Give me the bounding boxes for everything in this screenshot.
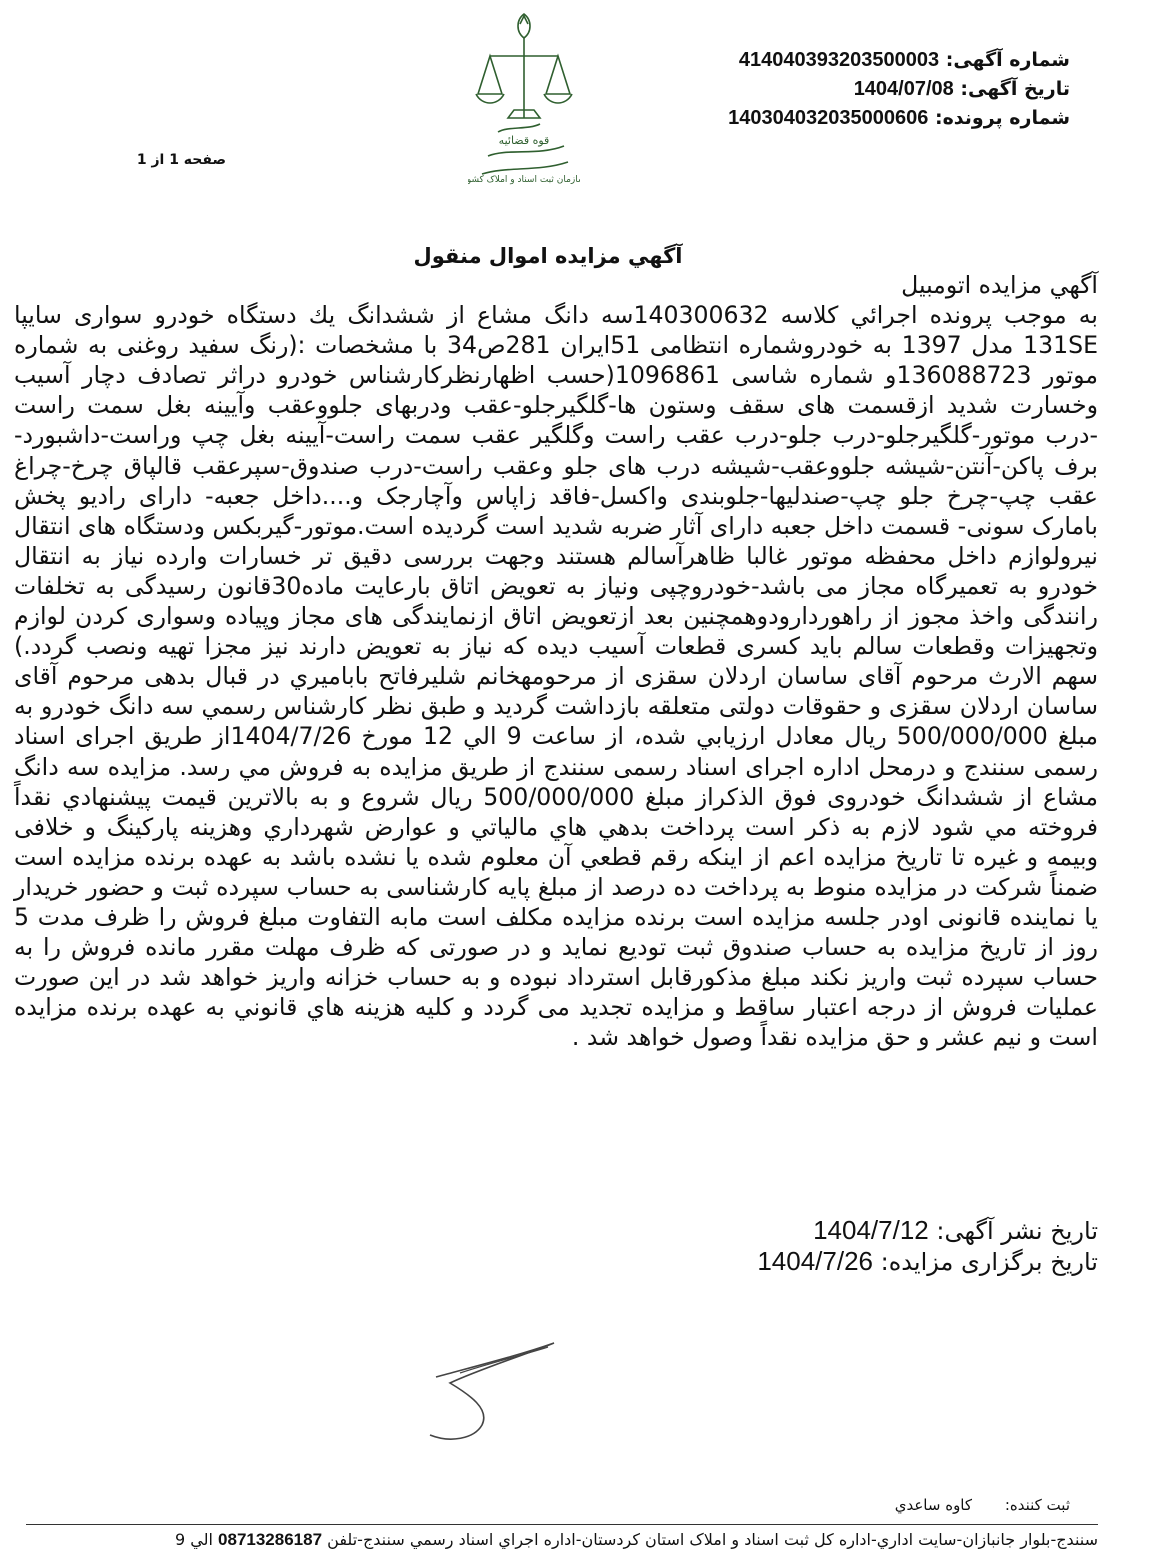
address-prefix: سنندج-بلوار جانبازان-سایت اداري-اداره کل ثبت اسناد و املاک استان کردستان-اداره اجراي اسناد رسمي سنندج-تلفن [327,1530,1098,1549]
publish-date: 1404/7/12 [813,1215,929,1245]
announcement-heading: آگهي مزايده اتومبيل [901,271,1098,299]
document-title: آگهي مزايده اموال منقول [413,244,683,268]
registrar-label: ثبت کننده: [1004,1496,1070,1514]
ad-date: 1404/07/08 [853,78,954,100]
address-suffix: الي 9 [175,1530,213,1549]
publish-date-row [498,1215,1098,1246]
ad-date-label: تاریخ آگهی: [960,78,1070,100]
registrar-name: کاوه ساعدي [894,1496,973,1514]
footer-divider [26,1524,1098,1525]
case-number: 140304032035000606 [728,107,929,129]
case-number-label: شماره پرونده: [934,107,1070,129]
emblem-text-judiciary: قوه قضائیه [498,134,550,147]
registrar [895,1496,1070,1514]
ad-date-row [690,75,1070,104]
phone-number: 08713286187 [218,1530,323,1549]
auction-date-row [498,1246,1098,1277]
publish-date-label: تاريخ نشر آگهی: [936,1217,1098,1245]
auction-date: 1404/7/26 [757,1246,873,1276]
ad-number-row [690,46,1070,75]
ad-meta [690,46,1070,133]
page-number: صفحه 1 از 1 [136,152,226,168]
ad-number-label: شماره آگهی: [945,49,1070,71]
announcement-text: به موجب پرونده اجرائي کلاسه 140300632سه دانگ مشاع از ششدانگ يك دستگاه خودرو سواری سايپا 131SE مدل 1397 به خودروشماره انتظامی 51ایران 281ص34 با مشخصات :(رنگ سفید روغنی به شماره موتور 136088723و شماره شاسی 1096861(حسب اظهارنظرکارشناس خودرو دراثر تصادف دچار آسیب وخسارت شدید ازقسمت های سقف وستون ها-گلگیرجلو-عقب ودربهای جلووعقب وآیینه بغل سمت راست -درب موتور-گلگیرجلو-درب جلو-درب عقب راست وگلگیر عقب سمت راست-آیینه بغل چپ وراست-داشبورد-برف پاکن-آنتن-شیشه جلووعقب-شیشه درب های جلو وعقب راست-درب صندوق-سپرعقب قالپاق چرخ-چراغ عقب چپ-چرخ جلو چپ-صندلیها-جلوبندی واکسل-فاقد زاپاس وآچارجک و....داخل جعبه- دارای رادیو پخش بامارک سونی- قسمت داخل جعبه دارای آثار ضربه شدید است گردیده است.موتور-گیربکس ودستگاه های انتقال نیرولوازم داخل محفظه موتور غالبا ظاهرآسالم هستند وجهت بررسی دقیق تر خسارات وارده نیاز به انتقال خودرو به تعمیرگاه مجاز می باشد-خودروچپی ونیاز به تعویض اتاق بارعایت ماده30قانون رسیدگی به تخلفات رانندگی واخذ مجوز از راهوردارودوهمچنین بعد ازتعویض اتاق ازنمایندگی های مجاز وپیاده وسواری کردن لوازم وتجهیزات وقطعات سالم باید کسری قطعات آسیب دیده که نیاز به تعویض دارند نیز مجزا تهیه ونصب گردد.) سهم الارث مرحوم آقای ساسان اردلان سقزی از مرحومهخانم شليرفاتح بابامیري در قبال بدهی مرحوم آقای ساسان اردلان سقزی و حقوقات دولتی متعلقه بازداشت گرديد و طبق نظر کارشناس رسمي سه دانگ خودرو به مبلغ 500/000/000 ريال معادل ارزيابي شده، از ساعت 9 الي 12 مورخ 1404/7/26از طريق اجرای اسناد رسمی سنندج و درمحل اداره اجرای اسناد رسمی سنندج از طريق مزايده به فروش مي رسد. مزايده سه دانگ مشاع از ششدانگ خودروی فوق الذکراز مبلغ 500/000/000 ريال شروع و به بالاترين قيمت پيشنهادي نقداً فروخته مي شود لازم به ذکر است پرداخت بدهي هاي مالياتي و عوارض شهرداري وهزينه پارکينگ و خلافی وبيمه و غيره تا تاريخ مزايده اعم از اينکه رقم قطعي آن معلوم شده يا نشده باشد به عهده برنده مزايده است ضمناً شرکت در مزايده منوط به پرداخت ده درصد از مبلغ پايه کارشناسی به حساب سپرده ثبت و حضور خريدار يا نماينده قانونی اودر جلسه مزايده است برنده مزايده مکلف است مابه التفاوت مبلغ فروش را ظرف مدت 5 روز از تاريخ مزايده به حساب صندوق ثبت توديع نمايد و در صورتی که ظرف مهلت مقرر مانده فروش را به حساب سپرده ثبت واريز نکند مبلغ مذکورقابل استرداد نبوده و به حساب خزانه واريز خواهد شد در اين صورت عمليات فروش از درجه اعتبار ساقط و مزايده تجديد می گردد و کليه هزينه هاي قانوني به عهده برنده مزايده است و نيم عشر و حق مزايده نقداً وصول خواهد شد . [14,301,1098,1052]
announcement-body [14,270,1098,1052]
judiciary-emblem [468,6,580,186]
footer-address [8,1530,1098,1550]
auction-date-label: تاريخ برگزاری مزايده: [880,1248,1098,1276]
emblem-text-registry: سازمان ثبت اسناد و املاک کشور [468,175,580,185]
case-number-row [690,104,1070,133]
dates-block [498,1215,1098,1277]
signature [420,1325,570,1455]
ad-number: 14040393203500003‏4 [738,49,940,71]
